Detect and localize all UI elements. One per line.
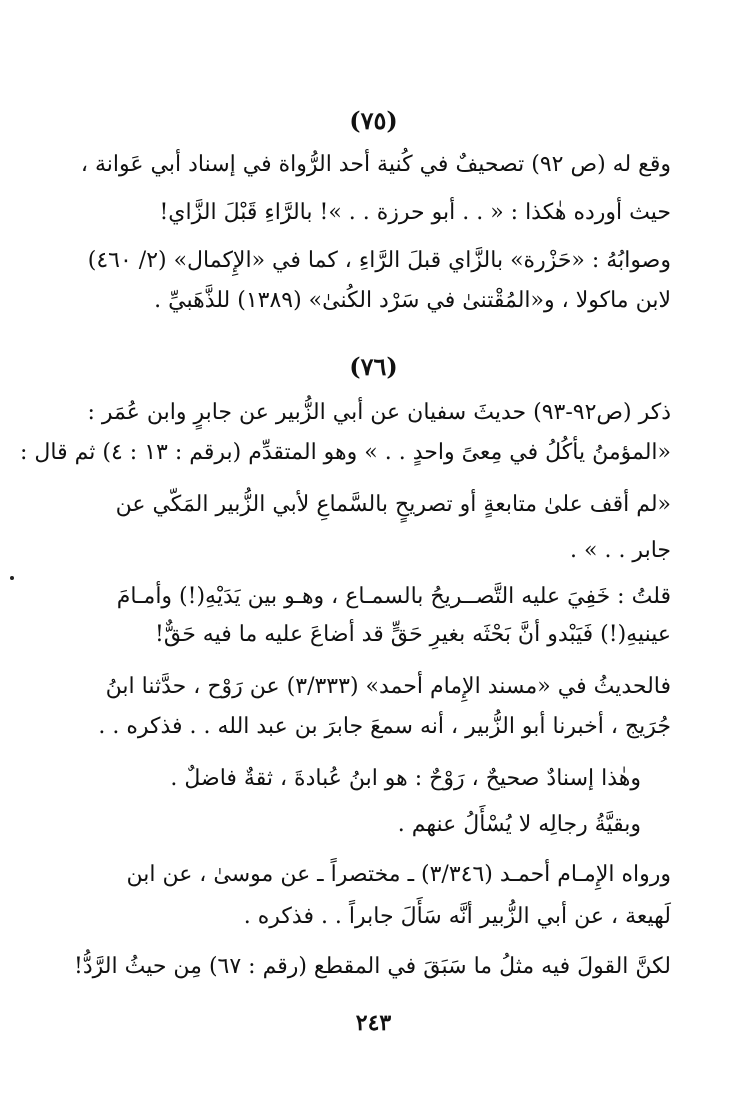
text-line: لَهيعة ، عن أبي الزُّبير أنَّه سَأَلَ جابراً . . فذكره .	[243, 904, 671, 929]
text-line: جُرَيج ، أخبرنا أبو الزُّبير ، أنه سمعَ جابرَ بن عبد الله . . فذكره . .	[98, 714, 671, 739]
page-number: ٢٤٣	[355, 1010, 392, 1036]
text-line: حيث أورده هٰكذا : « . . أبو حرزة . . »! بالرَّاءِ قَبْلَ الزَّاي!	[159, 200, 671, 225]
text-line: وصوابُهُ : «حَزْرة» بالزَّاي قبلَ الرَّاءِ ، كما في «الإِكمال» (٢/ ٤٦٠)	[87, 248, 671, 273]
margin-speck	[10, 576, 14, 580]
text-line: عينيهِ(!) فَيَبْدو أنَّ بَحْثَه بغيرِ حَقٍّ قد أضاعَ عليه ما فيه حَقٌّ!	[155, 622, 671, 647]
text-line: وبقيَّةُ رجالِه لا يُسْأَلُ عنهم .	[397, 812, 641, 837]
text-line: قلتُ : خَفِيَ عليه التَّصــريحُ بالسمـاع ، وهـو بين يَدَيْهِ(!) وأمـامَ	[116, 584, 671, 609]
text-line: ورواه الإِمـام أحمـد (٣/٣٤٦) ـ مختصراً ـ عن موسىٰ ، عن ابن	[126, 862, 671, 887]
text-line: وهٰذا إسنادٌ صحيحٌ ، رَوْحٌ : هو ابنُ عُبادةَ ، ثقةٌ فاضلٌ .	[170, 766, 641, 791]
text-line: وقع له (ص ٩٢) تصحيفٌ في كُنية أحد الرُّواة في إسناد أبي عَوانة ،	[80, 152, 671, 177]
text-line: لابن ماكولا ، و«المُقْتنىٰ في سَرْد الكُنىٰ» (١٣٨٩) للذَّهَبيِّ .	[154, 288, 671, 313]
section-heading-76: (٧٦)	[349, 352, 398, 381]
text-line: فالحديثُ في «مسند الإِمام أحمد» (٣/٣٣٣) عن رَوْح ، حدَّثنا ابنُ	[105, 674, 671, 699]
text-line: «المؤمنُ يأكُلُ في مِعىً واحدٍ . . » وهو المتقدِّم (برقم : ١٣ : ٤) ثم قال :	[20, 440, 671, 465]
text-line: لكنَّ القولَ فيه مثلُ ما سَبَقَ في المقطع (رقم : ٦٧) مِن حيثُ الرَّدُّ!	[74, 954, 671, 979]
section-heading-75: (٧٥)	[349, 106, 398, 135]
text-line: جابر . . » .	[570, 538, 671, 563]
text-line: «لم أقف علىٰ متابعةٍ أو تصريحٍ بالسَّماعِ لأبي الزُّبير المَكّي عن	[115, 492, 671, 517]
text-line: ذكر (ص٩٢-٩٣) حديثَ سفيان عن أبي الزُّبير عن جابرٍ وابن عُمَر :	[87, 400, 671, 425]
